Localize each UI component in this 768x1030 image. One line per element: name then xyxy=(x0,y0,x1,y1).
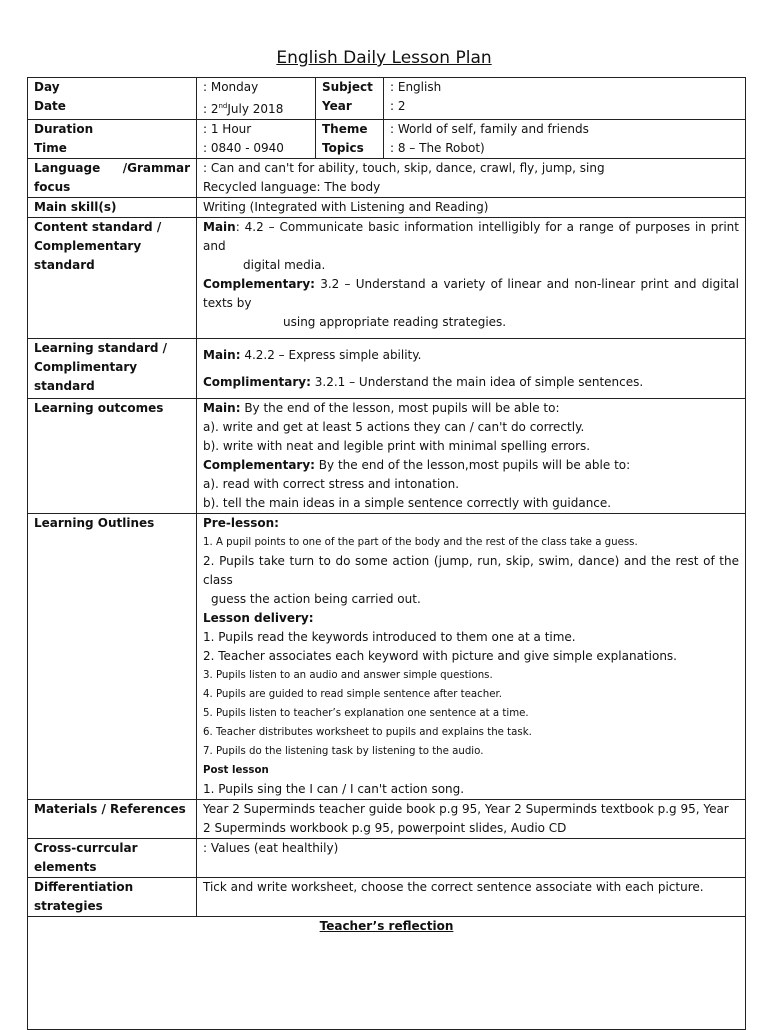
content-standard-row xyxy=(28,218,746,339)
outcomes-main-label: Main: xyxy=(203,401,241,415)
learning-standard-comp xyxy=(203,373,739,392)
learning-outlines-row xyxy=(28,514,746,800)
day-date-row xyxy=(28,78,746,120)
reflection-cell xyxy=(28,917,746,1030)
outcomes-b: b). write with neat and legible print with minimal spelling errors. xyxy=(203,439,591,453)
subject-year-label-cell xyxy=(316,78,384,120)
year-value: : 2 xyxy=(390,99,406,113)
theme-label: Theme xyxy=(322,122,368,136)
outcomes-c: a). read with correct stress and intonation. xyxy=(203,477,460,491)
theme-topics-label-cell xyxy=(316,120,384,159)
delivery-step-4: 4. Pupils are guided to read simple sentence after teacher. xyxy=(203,689,502,700)
day-value: : Monday xyxy=(203,80,259,94)
content-main-label: Main xyxy=(203,220,236,234)
language-row xyxy=(28,159,746,198)
learning-standard-main-text: 4.2.2 – Express simple ability. xyxy=(244,347,422,362)
duration-label: Duration xyxy=(34,122,94,136)
reflection-row xyxy=(28,917,746,1030)
date-ordinal: nd xyxy=(218,102,228,110)
materials-row xyxy=(28,800,746,839)
materials-label: Materials / References xyxy=(28,800,197,839)
lesson-delivery-label: Lesson delivery: xyxy=(203,611,314,625)
language-line2: Recycled language: The body xyxy=(203,180,381,194)
content-comp-text: 3.2 – Understand a variety of linear and non-linear print and digital texts by xyxy=(203,277,739,310)
main-skill-value: Writing (Integrated with Listening and Reading) xyxy=(197,198,746,218)
learning-outcomes-row xyxy=(28,399,746,514)
outcomes-main xyxy=(203,399,739,418)
learning-outlines-value xyxy=(197,514,746,800)
date-label: Date xyxy=(34,99,66,113)
language-value-cell xyxy=(197,159,746,198)
language-label-part1: Language xyxy=(34,161,101,175)
language-label-part2: /Grammar xyxy=(122,161,190,175)
duration-value: : 1 Hour xyxy=(203,122,252,136)
subject-value: : English xyxy=(390,80,442,94)
materials-value: Year 2 Superminds teacher guide book p.g 95, Year 2 Superminds textbook p.g 95, Year 2 Superminds workbook p.g 95, powerpoint slides, Audio CD xyxy=(197,800,746,839)
learning-outlines-label: Learning Outlines xyxy=(28,514,197,800)
learning-standard-comp-text: 3.2.1 – Understand the main idea of simple sentences. xyxy=(314,374,644,389)
outcomes-a: a). write and get at least 5 actions they can / can't do correctly. xyxy=(203,420,585,434)
content-standard-value xyxy=(197,218,746,339)
lesson-plan-table xyxy=(27,77,746,1030)
theme-value: : World of self, family and friends xyxy=(390,122,589,136)
day-label: Day xyxy=(34,80,60,94)
day-date-value-cell xyxy=(197,78,316,120)
differentiation-row xyxy=(28,878,746,917)
cross-curricular-label: Cross-currcular elements xyxy=(28,839,197,878)
reflection-label: Teacher’s reflection xyxy=(319,919,454,933)
year-label: Year xyxy=(322,99,352,113)
outcomes-d: b). tell the main ideas in a simple sentence correctly with guidance. xyxy=(203,496,612,510)
cross-curricular-row xyxy=(28,839,746,878)
delivery-step-2: 2. Teacher associates each keyword with picture and give simple explanations. xyxy=(203,649,677,663)
learning-outcomes-label: Learning outcomes xyxy=(28,399,197,514)
language-label-cell xyxy=(28,159,197,198)
delivery-step-5: 5. Pupils listen to teacher’s explanation one sentence at a time. xyxy=(203,708,529,719)
delivery-step-3: 3. Pupils listen to an audio and answer simple questions. xyxy=(203,670,493,681)
language-label xyxy=(34,159,190,178)
date-month-year: July 2018 xyxy=(227,102,284,116)
learning-standard-main xyxy=(203,346,739,365)
time-value: : 0840 - 0940 xyxy=(203,141,284,155)
duration-time-value-cell xyxy=(197,120,316,159)
date-value xyxy=(203,97,309,119)
learning-outcomes-value xyxy=(197,399,746,514)
duration-time-label-cell xyxy=(28,120,197,159)
content-main-text: : 4.2 – Communicate basic information intelligibly for a range of purposes in print and xyxy=(203,220,739,253)
outcomes-comp xyxy=(203,456,739,475)
pre-lesson-label: Pre-lesson: xyxy=(203,516,279,530)
pre-step-2b: guess the action being carried out. xyxy=(211,592,421,606)
pre-step-1: 1. A pupil points to one of the part of the body and the rest of the class take a guess. xyxy=(203,537,638,548)
outcomes-comp-text: By the end of the lesson,most pupils will be able to: xyxy=(318,458,631,472)
delivery-step-6: 6. Teacher distributes worksheet to pupils and explains the task. xyxy=(203,727,532,738)
content-comp xyxy=(203,275,739,313)
learning-standard-value xyxy=(197,339,746,399)
day-date-label-cell xyxy=(28,78,197,120)
subject-year-value-cell xyxy=(384,78,746,120)
learning-standard-label: Learning standard / Complimentary standard xyxy=(28,339,197,399)
topics-label: Topics xyxy=(322,141,364,155)
page-title: English Daily Lesson Plan xyxy=(276,48,492,68)
time-label: Time xyxy=(34,141,67,155)
language-label-focus: focus xyxy=(34,180,71,194)
delivery-step-1: 1. Pupils read the keywords introduced to them one at a time. xyxy=(203,630,576,644)
main-skill-row xyxy=(28,198,746,218)
content-main xyxy=(203,218,739,256)
date-day-number: : 2 xyxy=(203,102,219,116)
content-comp-label: Complementary: xyxy=(203,277,315,291)
post-lesson-label: Post lesson xyxy=(203,765,269,776)
learning-standard-row xyxy=(28,339,746,399)
duration-time-row xyxy=(28,120,746,159)
content-comp-text2: using appropriate reading strategies. xyxy=(283,315,507,329)
learning-standard-comp-label: Complimentary: xyxy=(203,374,311,389)
differentiation-value: Tick and write worksheet, choose the correct sentence associate with each picture. xyxy=(197,878,746,917)
subject-label: Subject xyxy=(322,80,373,94)
content-main-text2: digital media. xyxy=(243,258,326,272)
outcomes-main-text: By the end of the lesson, most pupils will be able to: xyxy=(244,401,560,415)
differentiation-label: Differentiation strategies xyxy=(28,878,197,917)
pre-step-2: 2. Pupils take turn to do some action (jump, run, skip, swim, dance) and the rest of the class xyxy=(203,554,739,587)
content-standard-label: Content standard / Complementary standard xyxy=(28,218,197,339)
topics-value: : 8 – The Robot) xyxy=(390,141,485,155)
language-line1: : Can and can't for ability, touch, skip, dance, crawl, fly, jump, sing xyxy=(203,161,605,175)
main-skill-label: Main skill(s) xyxy=(28,198,197,218)
learning-standard-main-label: Main: xyxy=(203,347,241,362)
post-step-1: 1. Pupils sing the I can / I can't action song. xyxy=(203,782,465,796)
delivery-step-7: 7. Pupils do the listening task by listening to the audio. xyxy=(203,746,484,757)
cross-curricular-value: : Values (eat healthily) xyxy=(197,839,746,878)
outcomes-comp-label: Complementary: xyxy=(203,458,315,472)
theme-topics-value-cell xyxy=(384,120,746,159)
